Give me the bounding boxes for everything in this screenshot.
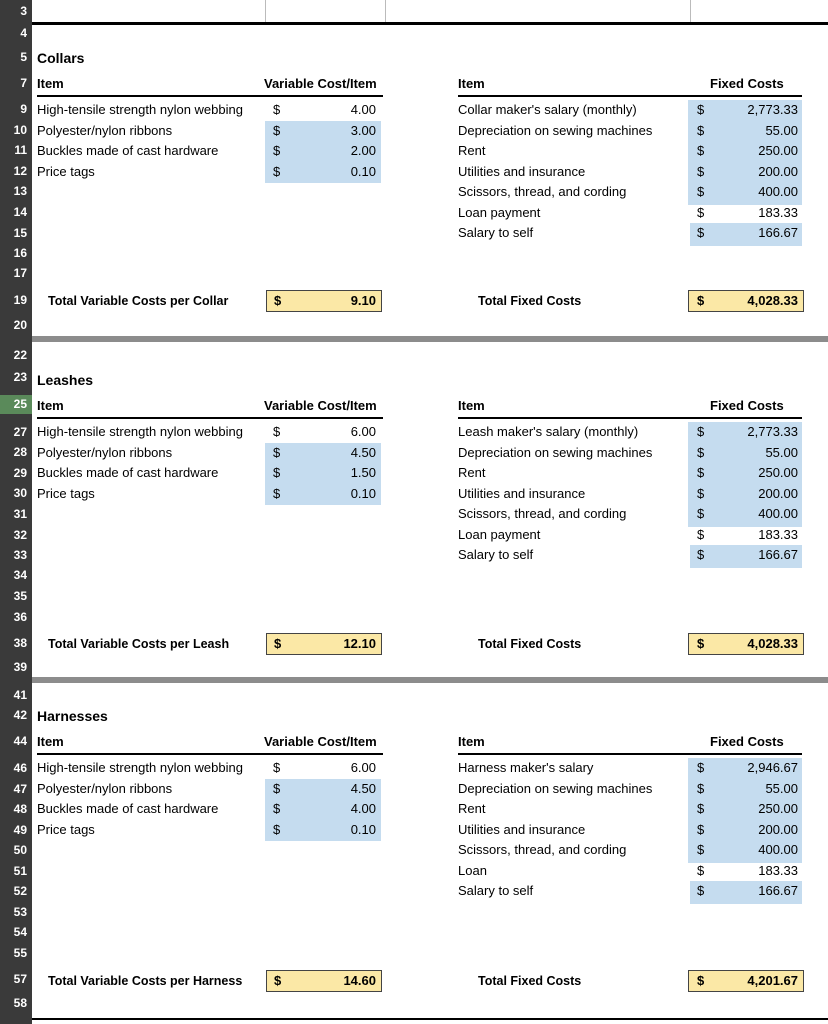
dollar-sign: $ (273, 102, 281, 117)
row-header[interactable]: 17 (13, 266, 27, 280)
row-header[interactable]: 42 (13, 708, 27, 722)
row-header[interactable]: 27 (13, 425, 27, 439)
row-header[interactable]: 34 (13, 568, 27, 582)
variable-item-value[interactable]: 4.00 (350, 102, 376, 117)
total-variable-value[interactable]: 14.60 (343, 973, 376, 988)
variable-cost-header: Variable Cost/Item (264, 398, 377, 413)
total-fixed-label: Total Fixed Costs (478, 294, 582, 308)
item-header: Item (37, 76, 64, 91)
fixed-item-label[interactable]: Utilities and insurance (458, 163, 586, 179)
fixed-item-value[interactable]: 400.00 (758, 842, 798, 857)
total-fixed-value[interactable]: 4,028.33 (747, 636, 798, 651)
variable-item-label[interactable]: Price tags (37, 163, 95, 179)
variable-item-value[interactable]: 6.00 (350, 424, 376, 439)
total-fixed-label: Total Fixed Costs (478, 637, 582, 651)
grid-line (265, 0, 266, 22)
dollar-sign: $ (697, 862, 705, 878)
top-border (32, 22, 828, 25)
section-separator (32, 336, 828, 342)
row-header[interactable]: 20 (13, 318, 27, 332)
row-header[interactable]: 36 (13, 610, 27, 624)
dollar-sign: $ (697, 444, 705, 460)
row-header[interactable]: 30 (13, 486, 27, 500)
dollar-sign: $ (697, 636, 705, 651)
dollar-sign: $ (273, 801, 281, 816)
dollar-sign: $ (697, 842, 705, 857)
row-header[interactable]: 35 (13, 589, 27, 603)
variable-cost-header: Variable Cost/Item (264, 734, 377, 749)
variable-item-value[interactable]: 2.00 (350, 143, 376, 158)
row-header[interactable]: 29 (13, 466, 27, 480)
section-title: Collars (37, 50, 85, 66)
row-header[interactable]: 5 (20, 50, 27, 64)
fixed-item-value[interactable]: 2,773.33 (747, 424, 798, 439)
fixed-item-label[interactable]: Rent (458, 143, 486, 158)
fixed-item-label[interactable]: Loan (458, 862, 487, 878)
dollar-sign: $ (273, 143, 281, 158)
fixed-item-label[interactable]: Depreciation on sewing machines (458, 122, 653, 138)
variable-item-label[interactable]: High-tensile strength nylon webbing (37, 424, 243, 439)
fixed-costs-header: Fixed Costs (710, 734, 784, 749)
header-underline (458, 95, 802, 97)
row-header[interactable]: 23 (13, 370, 27, 384)
dollar-sign: $ (697, 760, 705, 775)
dollar-sign: $ (273, 821, 281, 837)
variable-item-value[interactable]: 4.00 (350, 801, 376, 816)
row-header[interactable]: 19 (13, 293, 27, 307)
fixed-item-label[interactable]: Loan payment (458, 204, 541, 220)
fixed-item-label[interactable]: Scissors, thread, and cording (458, 842, 627, 857)
fixed-item-value[interactable]: 250.00 (758, 465, 798, 480)
row-header[interactable]: 16 (13, 246, 27, 260)
fixed-item-value[interactable]: 200.00 (758, 821, 798, 837)
row-header[interactable]: 3 (20, 4, 27, 18)
fixed-item-label[interactable]: Harness maker's salary (458, 760, 594, 775)
row-header[interactable]: 53 (13, 905, 27, 919)
header-underline (458, 417, 802, 419)
row-header[interactable]: 44 (13, 734, 27, 748)
row-header[interactable]: 51 (13, 864, 27, 878)
row-header[interactable]: 32 (13, 528, 27, 542)
fixed-item-label[interactable]: Loan payment (458, 526, 541, 542)
grid-line (690, 0, 691, 22)
variable-item-value[interactable]: 0.10 (350, 485, 376, 501)
variable-cost-header: Variable Cost/Item (264, 76, 377, 91)
dollar-sign: $ (273, 760, 281, 775)
total-variable-value[interactable]: 9.10 (350, 293, 376, 308)
fixed-item-value[interactable]: 183.33 (758, 204, 798, 220)
dollar-sign: $ (697, 506, 705, 521)
dollar-sign: $ (273, 444, 281, 460)
dollar-sign: $ (274, 973, 282, 988)
dollar-sign: $ (273, 122, 281, 138)
fixed-item-label[interactable]: Leash maker's salary (monthly) (458, 424, 639, 439)
fixed-item-value[interactable]: 2,946.67 (747, 760, 798, 775)
grid-line (385, 0, 386, 22)
item-header: Item (458, 398, 485, 413)
row-header[interactable]: 48 (13, 802, 27, 816)
fixed-item-value[interactable]: 166.67 (758, 225, 798, 240)
row-header[interactable]: 31 (13, 507, 27, 521)
dollar-sign: $ (697, 184, 705, 199)
total-fixed-value[interactable]: 4,201.67 (747, 973, 798, 988)
variable-item-value[interactable]: 4.50 (350, 780, 376, 796)
dollar-sign: $ (697, 883, 705, 898)
variable-item-value[interactable]: 4.50 (350, 444, 376, 460)
fixed-item-value[interactable]: 166.67 (758, 547, 798, 562)
fixed-item-value[interactable]: 250.00 (758, 801, 798, 816)
fixed-item-label[interactable]: Scissors, thread, and cording (458, 506, 627, 521)
row-header[interactable]: 13 (13, 184, 27, 198)
fixed-costs-header: Fixed Costs (710, 398, 784, 413)
total-variable-label: Total Variable Costs per Leash (48, 637, 230, 651)
dollar-sign: $ (697, 122, 705, 138)
item-header: Item (37, 398, 64, 413)
fixed-item-label[interactable]: Scissors, thread, and cording (458, 184, 627, 199)
variable-item-value[interactable]: 0.10 (350, 821, 376, 837)
variable-item-value[interactable]: 0.10 (350, 163, 376, 179)
row-header[interactable]: 46 (13, 761, 27, 775)
row-header[interactable]: 25 (0, 395, 32, 414)
dollar-sign: $ (273, 780, 281, 796)
dollar-sign: $ (697, 163, 705, 179)
total-fixed-value[interactable]: 4,028.33 (747, 293, 798, 308)
bottom-border (32, 1018, 828, 1020)
fixed-item-value[interactable]: 400.00 (758, 506, 798, 521)
row-header[interactable]: 57 (13, 972, 27, 986)
variable-item-label[interactable]: High-tensile strength nylon webbing (37, 102, 243, 117)
dollar-sign: $ (273, 163, 281, 179)
dollar-sign: $ (697, 780, 705, 796)
fixed-item-label[interactable]: Utilities and insurance (458, 485, 586, 501)
fixed-item-value[interactable]: 200.00 (758, 485, 798, 501)
fixed-item-label[interactable]: Salary to self (458, 547, 534, 562)
dollar-sign: $ (697, 547, 705, 562)
variable-item-label[interactable]: Polyester/nylon ribbons (37, 122, 173, 138)
total-fixed-label: Total Fixed Costs (478, 974, 582, 988)
row-header[interactable]: 41 (13, 688, 27, 702)
row-header[interactable]: 28 (13, 445, 27, 459)
row-header[interactable]: 14 (13, 205, 27, 219)
row-header[interactable]: 58 (13, 996, 27, 1010)
variable-item-label[interactable]: High-tensile strength nylon webbing (37, 760, 243, 775)
row-header[interactable]: 15 (13, 226, 27, 240)
fixed-item-label[interactable]: Rent (458, 465, 486, 480)
row-header[interactable]: 47 (13, 782, 27, 796)
dollar-sign: $ (697, 801, 705, 816)
section-title: Harnesses (37, 708, 108, 724)
total-variable-label: Total Variable Costs per Collar (48, 294, 229, 308)
header-underline (37, 417, 383, 419)
fixed-item-label[interactable]: Rent (458, 801, 486, 816)
fixed-costs-header: Fixed Costs (710, 76, 784, 91)
dollar-sign: $ (697, 424, 705, 439)
section-title: Leashes (37, 372, 94, 388)
header-underline (37, 95, 383, 97)
variable-item-value[interactable]: 1.50 (350, 465, 376, 480)
row-header[interactable]: 4 (20, 26, 27, 40)
row-header[interactable]: 9 (20, 102, 27, 116)
dollar-sign: $ (697, 143, 705, 158)
fixed-item-value[interactable]: 2,773.33 (747, 102, 798, 117)
variable-item-label[interactable]: Buckles made of cast hardware (37, 465, 219, 480)
row-header[interactable]: 11 (14, 143, 27, 157)
dollar-sign: $ (697, 973, 705, 988)
row-header[interactable]: 7 (20, 76, 27, 90)
fixed-item-value[interactable]: 55.00 (765, 122, 798, 138)
variable-item-label[interactable]: Price tags (37, 821, 95, 837)
dollar-sign: $ (697, 526, 705, 542)
dollar-sign: $ (273, 424, 281, 439)
row-header[interactable]: 55 (13, 946, 27, 960)
fixed-item-value[interactable]: 55.00 (765, 780, 798, 796)
dollar-sign: $ (697, 225, 705, 240)
variable-item-label[interactable]: Polyester/nylon ribbons (37, 444, 173, 460)
row-header[interactable]: 22 (13, 348, 27, 362)
dollar-sign: $ (697, 293, 705, 308)
header-underline (458, 753, 802, 755)
variable-item-label[interactable]: Price tags (37, 485, 95, 501)
row-header[interactable]: 33 (13, 548, 27, 562)
fixed-item-label[interactable]: Salary to self (458, 225, 534, 240)
fixed-item-label[interactable]: Salary to self (458, 883, 534, 898)
item-header: Item (458, 734, 485, 749)
total-variable-label: Total Variable Costs per Harness (48, 974, 243, 988)
row-header[interactable]: 12 (13, 164, 27, 178)
dollar-sign: $ (697, 821, 705, 837)
row-header[interactable]: 39 (13, 660, 27, 674)
fixed-item-value[interactable]: 200.00 (758, 163, 798, 179)
variable-item-label[interactable]: Polyester/nylon ribbons (37, 780, 173, 796)
dollar-sign: $ (697, 485, 705, 501)
variable-item-value[interactable]: 3.00 (350, 122, 376, 138)
row-header[interactable]: 49 (13, 823, 27, 837)
fixed-item-label[interactable]: Collar maker's salary (monthly) (458, 102, 637, 117)
fixed-item-value[interactable]: 250.00 (758, 143, 798, 158)
fixed-item-value[interactable]: 183.33 (758, 526, 798, 542)
dollar-sign: $ (274, 293, 282, 308)
item-header: Item (458, 76, 485, 91)
dollar-sign: $ (697, 465, 705, 480)
fixed-item-label[interactable]: Depreciation on sewing machines (458, 444, 653, 460)
fixed-item-label[interactable]: Depreciation on sewing machines (458, 780, 653, 796)
row-header[interactable]: 52 (13, 884, 27, 898)
fixed-item-value[interactable]: 183.33 (758, 862, 798, 878)
variable-item-label[interactable]: Buckles made of cast hardware (37, 143, 219, 158)
dollar-sign: $ (697, 204, 705, 220)
section-separator (32, 677, 828, 683)
row-header[interactable]: 10 (13, 123, 27, 137)
fixed-item-value[interactable]: 55.00 (765, 444, 798, 460)
header-underline (37, 753, 383, 755)
row-header[interactable]: 38 (13, 636, 27, 650)
row-header[interactable]: 54 (13, 925, 27, 939)
total-variable-value[interactable]: 12.10 (343, 636, 376, 651)
fixed-item-label[interactable]: Utilities and insurance (458, 821, 586, 837)
dollar-sign: $ (274, 636, 282, 651)
variable-item-value[interactable]: 6.00 (350, 760, 376, 775)
dollar-sign: $ (697, 102, 705, 117)
dollar-sign: $ (273, 485, 281, 501)
fixed-item-value[interactable]: 166.67 (758, 883, 798, 898)
row-header[interactable]: 50 (13, 843, 27, 857)
fixed-item-value[interactable]: 400.00 (758, 184, 798, 199)
dollar-sign: $ (273, 465, 281, 480)
variable-item-label[interactable]: Buckles made of cast hardware (37, 801, 219, 816)
item-header: Item (37, 734, 64, 749)
